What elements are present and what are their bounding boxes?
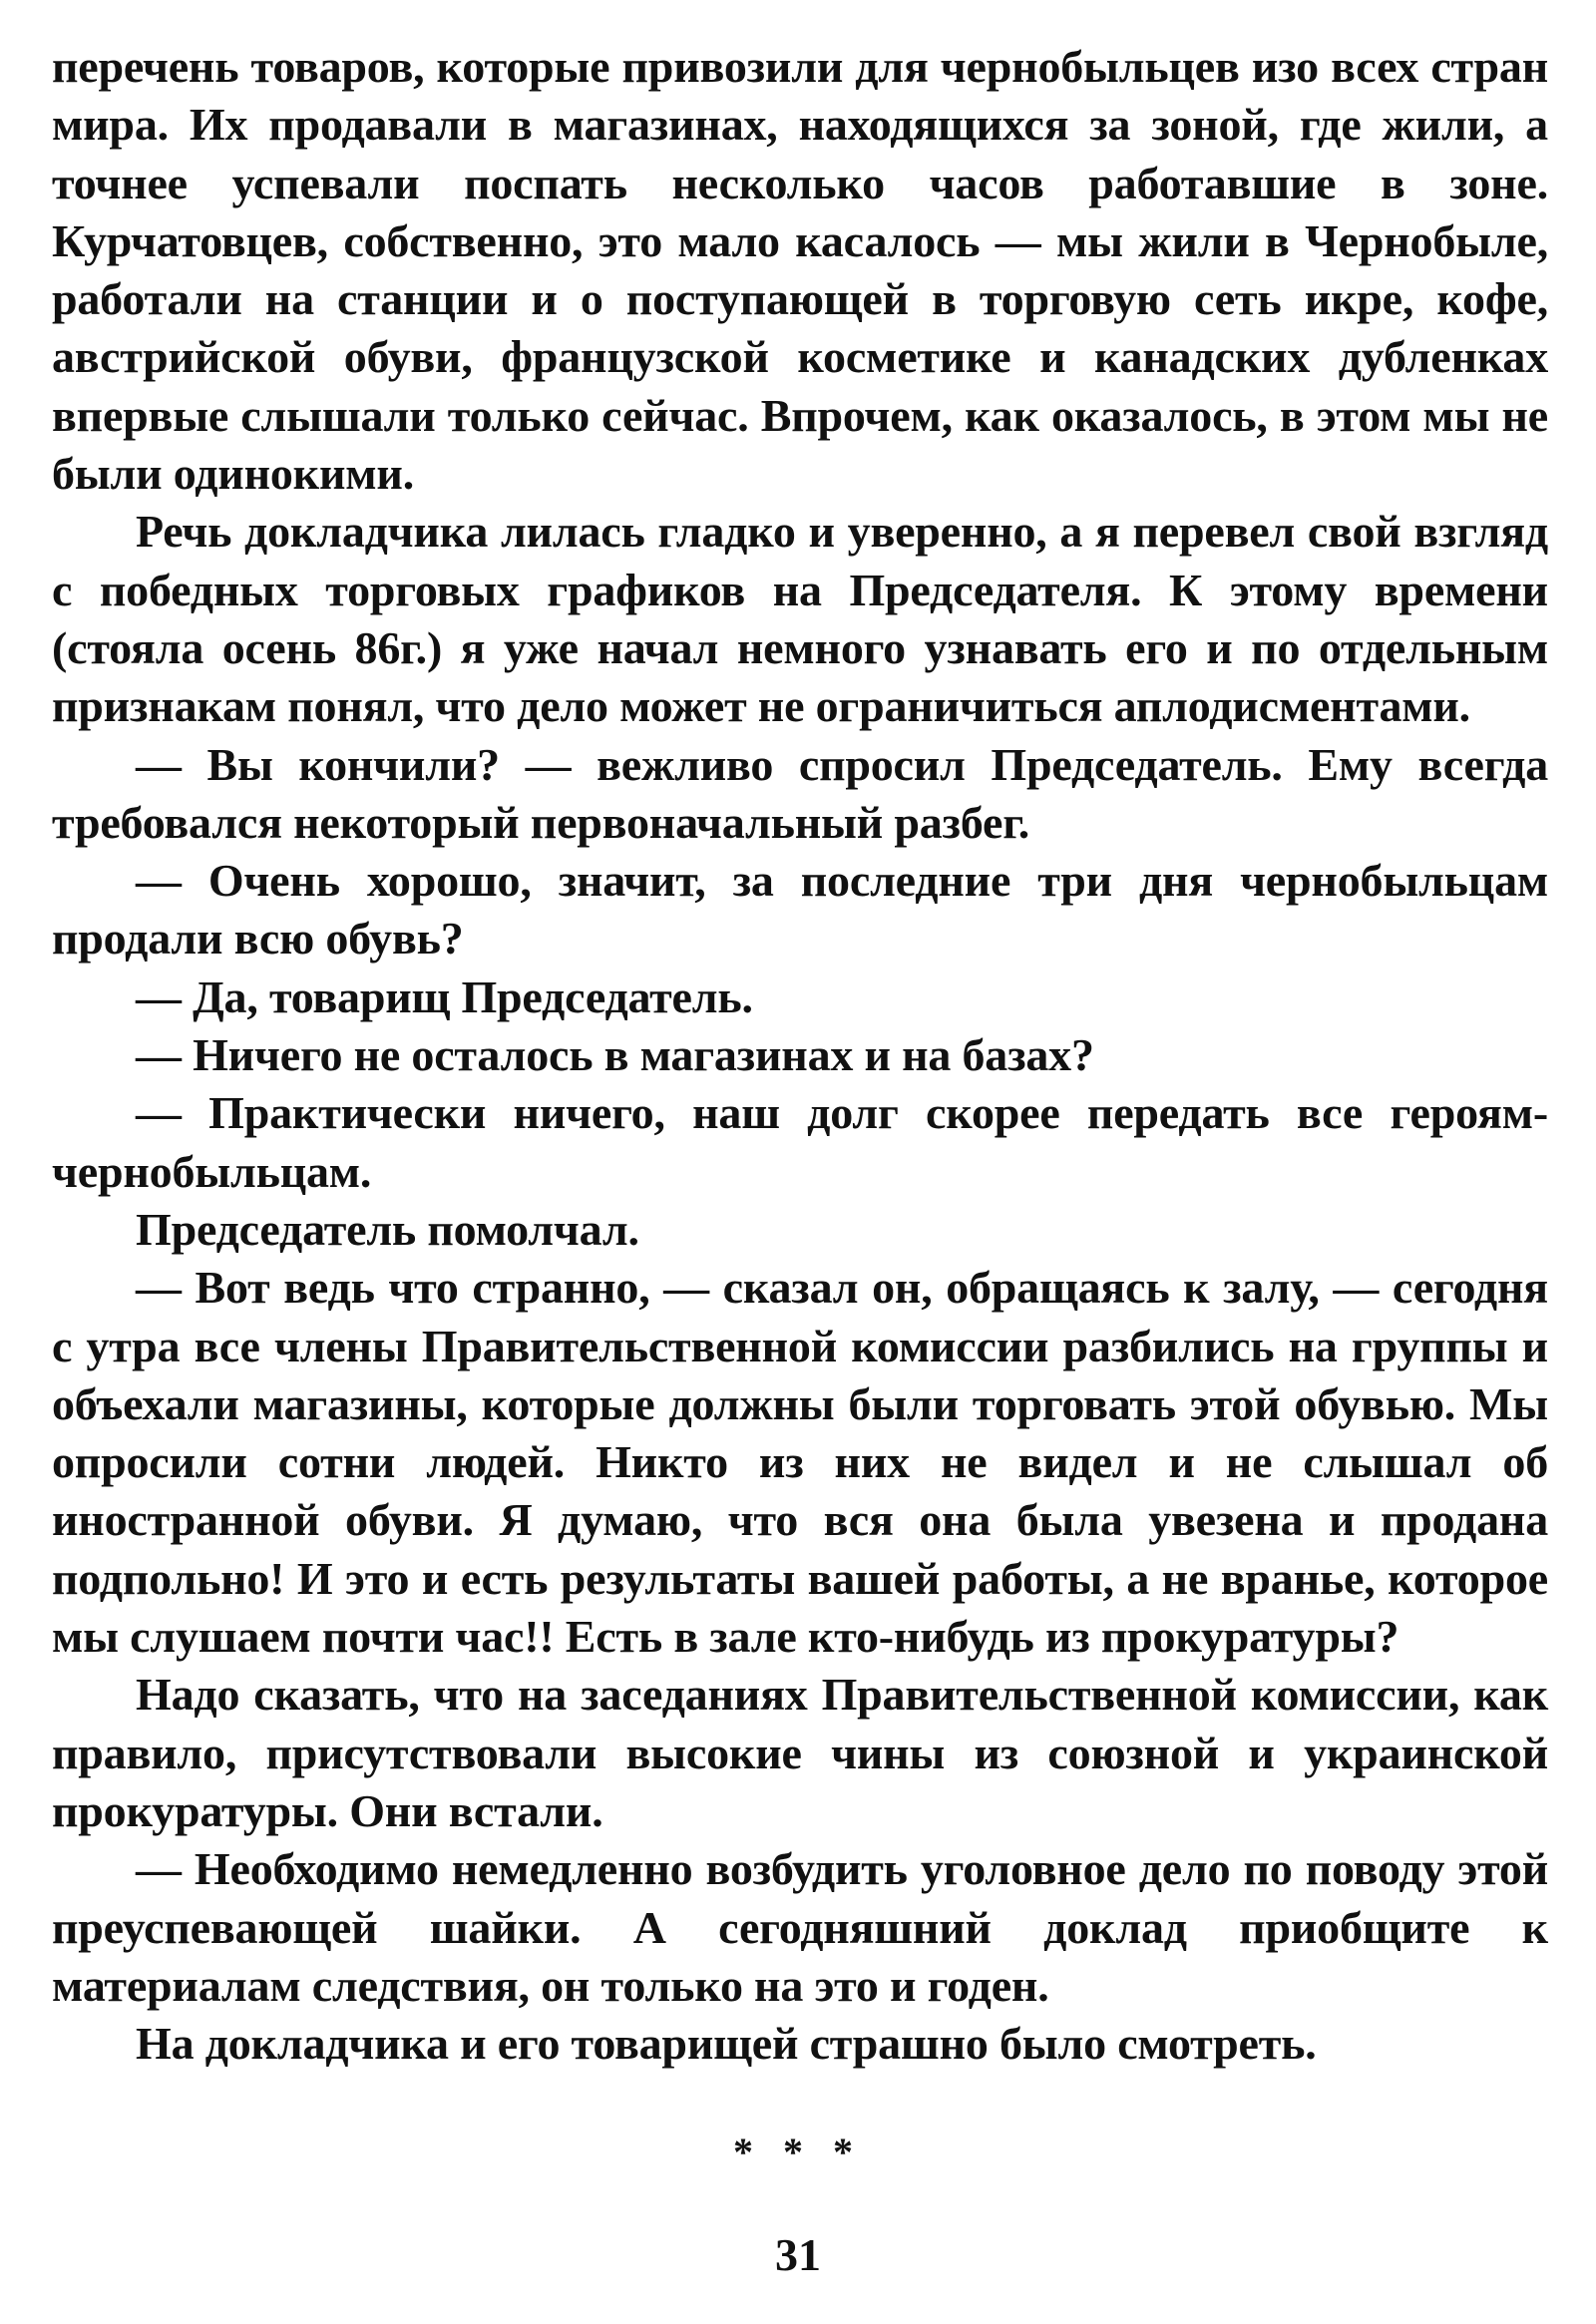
paragraph-11: — Необходимо немедленно возбудить уголовное дело по поводу этой преуспевающей шайки. А сегодняшний доклад приобщите к материалам следствия, он только на это и годен. [52, 1843, 1548, 2011]
paragraph-1: перечень товаров, которые привозили для чернобыльцев изо всех стран мира. Их продавали в магазинах, находящихся за зоной, где жили, а точнее успевали поспать несколько часов работавшие в зоне. Курчатовцев, собственно, это мало касалось — мы жили в Чернобыле, работали на станции и о поступающей в торговую сеть икре, кофе, австрийской обуви, французской косметике и канадских дубленках впервые слышали только сейчас. Впрочем, как оказалось, в этом мы не были одинокими. [52, 41, 1548, 500]
paragraph-7: — Практически ничего, наш долг скорее передать все героям-чернобыльцам. [52, 1087, 1548, 1197]
paragraph-12: На докладчика и его товарищей страшно было смотреть. [136, 2018, 1317, 2070]
page-number: 31 [775, 2229, 821, 2280]
paragraph-10: Надо сказать, что на заседаниях Правительственной комиссии, как правило, присутствовали высокие чины из союзной и украинской прокуратуры. Они встали. [52, 1669, 1548, 1836]
paragraph-4: — Очень хорошо, значит, за последние три дня чернобыльцам продали всю обувь? [52, 855, 1548, 965]
paragraph-6: — Ничего не осталось в магазинах и на базах? [136, 1029, 1094, 1081]
paragraph-8: Председатель помолчал. [136, 1203, 639, 1255]
paragraph-5: — Да, товарищ Председатель. [136, 970, 753, 1022]
section-separator: * * * [733, 2130, 863, 2174]
paragraph-2: Речь докладчика лилась гладко и уверенно, а я перевел свой взгляд с победных торговых графиков на Председателя. К этому времени (стояла осень 86г.) я уже начал немного узнавать его и по отдельным признакам понял, что дело может не ограничиться аплодисментами. [52, 506, 1548, 732]
paragraph-9: — Вот ведь что странно, — сказал он, обращаясь к залу, — сегодня с утра все члены Правительственной комиссии разбились на группы и объехали магазины, которые должны были торговать этой обувью. Мы опросили сотни людей. Никто из них не видел и не слышал об иностранной обуви. Я думаю, что вся она была увезена и продана подпольно! И это и есть результаты вашей работы, а не вранье, которое мы слушаем почти час!! Есть в зале кто-нибудь из прокуратуры? [52, 1262, 1548, 1663]
page-body [52, 38, 1548, 2073]
paragraph-3: — Вы кончили? — вежливо спросил Председатель. Ему всегда требовался некоторый первоначальный разбег. [52, 738, 1548, 848]
